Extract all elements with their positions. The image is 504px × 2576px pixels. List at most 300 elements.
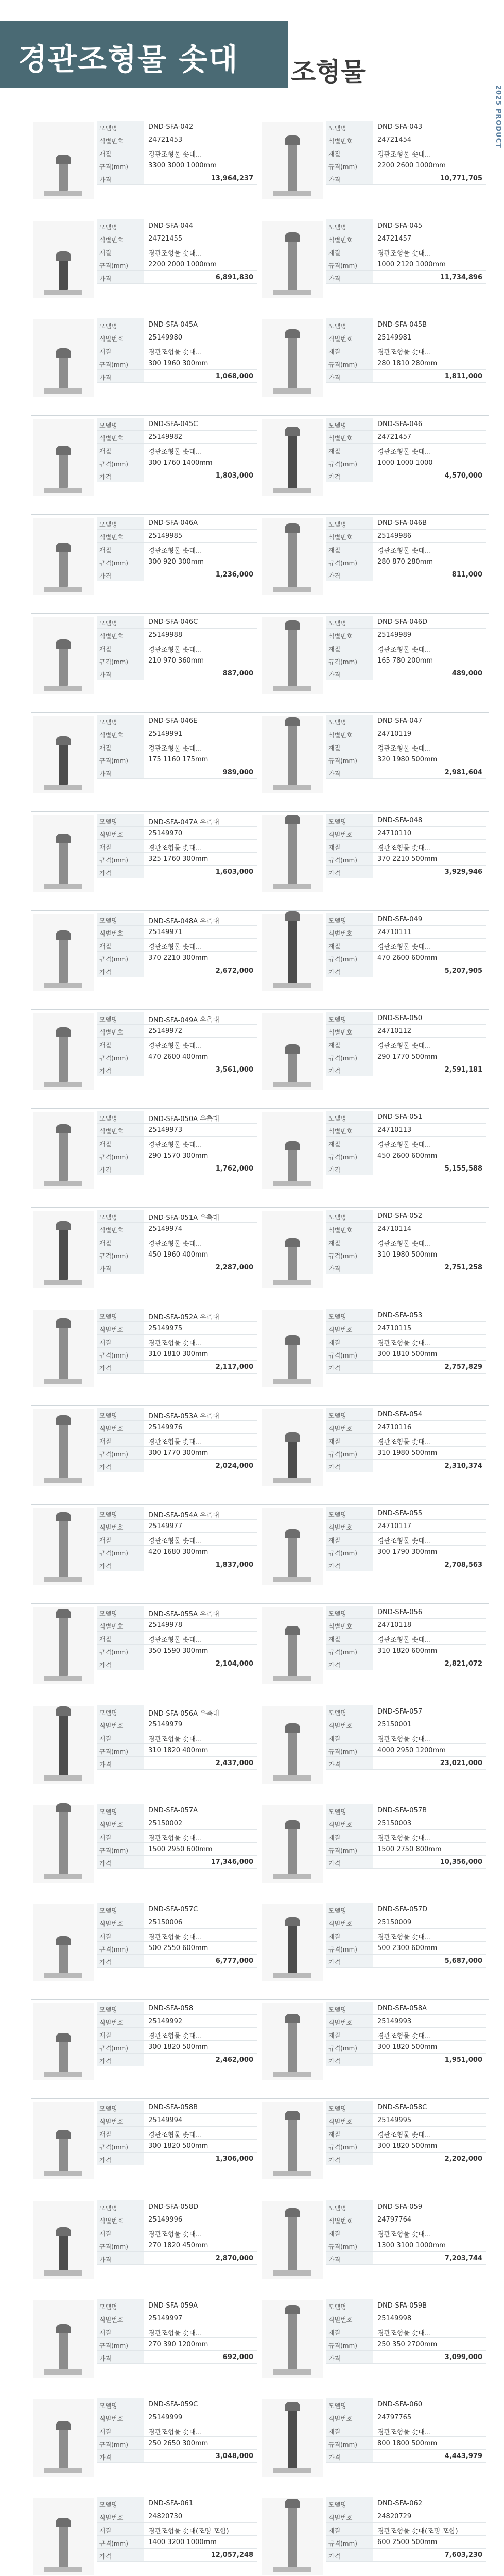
spec-value-model: DND-SFA-050A 우측대 — [148, 1115, 219, 1124]
spec-label-model: 모델명 — [97, 1210, 144, 1222]
spec-value-code: 25149981 — [377, 334, 412, 342]
spec-label-code: 식별번호 — [97, 2312, 144, 2325]
spec-label-code: 식별번호 — [326, 1124, 373, 1136]
spec-value-code: 25149994 — [148, 2116, 183, 2125]
product-item — [31, 416, 260, 515]
spec-value-size: 1500 2950 600mm — [148, 1845, 213, 1853]
product-item — [260, 2198, 489, 2297]
spec-label-code: 식별번호 — [326, 1916, 373, 1928]
spec-value-price: 5,155,588 — [444, 1165, 482, 1173]
spec-value-size: 290 1570 300mm — [148, 1152, 208, 1160]
spec-value-material: 경관조형물 솟대... — [377, 1240, 431, 1248]
spec-value-model: DND-SFA-062 — [377, 2500, 423, 2508]
spec-label-material: 재질 — [97, 2028, 144, 2040]
spec-label-code: 식별번호 — [326, 2312, 373, 2325]
spec-label-size: 규격(mm) — [326, 456, 373, 469]
spec-label-price: 가격 — [326, 2153, 373, 2165]
spec-value-model: DND-SFA-056 — [377, 1608, 423, 1617]
spec-value-size: 800 1800 500mm — [377, 2439, 438, 2448]
spec-label-model: 모델명 — [326, 219, 373, 232]
spec-label-size: 규격(mm) — [97, 753, 144, 766]
spec-label-material: 재질 — [97, 2127, 144, 2139]
product-photo — [33, 1904, 94, 1981]
spec-label-code: 식별번호 — [97, 2015, 144, 2027]
product-item — [260, 1505, 489, 1604]
spec-value-size: 350 1590 300mm — [148, 1647, 208, 1655]
spec-value-material: 경관조형물 솟대... — [377, 646, 431, 654]
spec-value-size: 280 870 280mm — [377, 557, 433, 566]
spec-label-model: 모델명 — [326, 121, 373, 133]
product-photo — [262, 419, 323, 496]
product-item — [31, 515, 260, 614]
spec-label-price: 가격 — [97, 1657, 144, 1670]
spec-label-material: 재질 — [326, 1533, 373, 1545]
spec-value-code: 24710117 — [377, 1522, 412, 1531]
product-photo — [262, 716, 323, 793]
spec-label-price: 가격 — [326, 1856, 373, 1868]
spec-label-material: 재질 — [326, 2226, 373, 2239]
spec-value-price: 887,000 — [222, 670, 253, 678]
spec-label-size: 규격(mm) — [97, 555, 144, 568]
spec-label-price: 가격 — [97, 271, 144, 283]
product-photo — [33, 1607, 94, 1684]
spec-value-model: DND-SFA-048 — [377, 816, 423, 824]
spec-value-price: 989,000 — [222, 769, 253, 777]
spec-value-code: 25149973 — [148, 1126, 183, 1134]
product-photo — [262, 122, 323, 199]
spec-value-size: 270 1820 450mm — [148, 2241, 208, 2249]
product-photo — [33, 419, 94, 496]
product-photo — [262, 1607, 323, 1684]
spec-value-size: 300 1790 300mm — [377, 1548, 438, 1556]
spec-label-size: 규격(mm) — [97, 1942, 144, 1954]
spec-value-material: 경관조형물 솟대... — [148, 745, 202, 753]
spec-value-price: 3,048,000 — [215, 2452, 253, 2461]
spec-label-material: 재질 — [97, 840, 144, 852]
spec-label-code: 식별번호 — [97, 2411, 144, 2424]
spec-label-price: 가격 — [97, 1558, 144, 1571]
spec-value-size: 370 2210 500mm — [377, 855, 438, 863]
product-item — [260, 1010, 489, 1109]
spec-value-model: DND-SFA-045C — [148, 420, 198, 428]
spec-label-price: 가격 — [97, 866, 144, 878]
spec-value-material: 경관조형물 솟대... — [148, 2131, 202, 2140]
spec-label-size: 규격(mm) — [97, 2041, 144, 2053]
spec-value-size: 1000 1000 1000 — [377, 459, 433, 467]
spec-value-size: 165 780 200mm — [377, 657, 433, 665]
product-item — [31, 118, 260, 217]
spec-label-material: 재질 — [326, 2127, 373, 2139]
spec-label-code: 식별번호 — [97, 1916, 144, 1928]
spec-value-price: 2,437,000 — [215, 1759, 253, 1767]
spec-label-code: 식별번호 — [326, 2015, 373, 2027]
spec-label-price: 가격 — [326, 1261, 373, 1274]
product-photo — [33, 1805, 94, 1883]
spec-value-code: 25149988 — [148, 631, 183, 639]
spec-value-size: 310 1980 500mm — [377, 1251, 438, 1259]
spec-label-model: 모델명 — [97, 1012, 144, 1024]
spec-value-model: DND-SFA-048A 우측대 — [148, 917, 219, 925]
spec-label-price: 가격 — [326, 766, 373, 778]
product-item — [31, 1109, 260, 1208]
spec-value-model: DND-SFA-054A 우측대 — [148, 1512, 219, 1520]
spec-value-price: 12,057,248 — [211, 2551, 253, 2560]
spec-label-model: 모델명 — [97, 1507, 144, 1519]
spec-value-material: 경관조형물 솟대... — [148, 1537, 202, 1546]
spec-value-code: 25150001 — [377, 1720, 412, 1728]
spec-value-price: 2,981,604 — [444, 769, 482, 777]
product-photo — [262, 1706, 323, 1784]
spec-label-size: 규격(mm) — [326, 159, 373, 172]
spec-label-code: 식별번호 — [97, 629, 144, 641]
spec-value-material: 경관조형물 솟대... — [377, 1934, 431, 1941]
spec-label-size: 규격(mm) — [97, 258, 144, 270]
spec-value-material: 경관조형물 솟대... — [148, 646, 202, 654]
spec-label-material: 재질 — [97, 1137, 144, 1149]
product-item — [31, 812, 260, 911]
spec-value-material: 경관조형물 솟대... — [148, 250, 202, 258]
spec-value-price: 4,570,000 — [444, 471, 482, 480]
spec-value-material: 경관조형물 솟대... — [148, 349, 202, 357]
spec-label-material: 재질 — [326, 1830, 373, 1842]
spec-value-model: DND-SFA-047 — [377, 717, 423, 725]
spec-value-price: 1,803,000 — [215, 471, 253, 480]
spec-label-price: 가격 — [97, 469, 144, 482]
spec-label-model: 모델명 — [97, 1903, 144, 1916]
spec-value-size: 300 1820 500mm — [377, 2142, 438, 2150]
spec-value-price: 811,000 — [451, 570, 482, 579]
spec-value-material: 경관조형물 솟대... — [148, 1240, 202, 1248]
product-item — [260, 2297, 489, 2396]
spec-label-size: 규격(mm) — [326, 2338, 373, 2350]
spec-value-model: DND-SFA-052A 우측대 — [148, 1313, 219, 1321]
product-photo — [262, 914, 323, 991]
spec-label-price: 가격 — [97, 1361, 144, 1373]
spec-value-model: DND-SFA-046E — [148, 717, 198, 725]
product-item — [260, 1703, 489, 1802]
product-photo — [33, 2201, 94, 2279]
spec-label-code: 식별번호 — [326, 1322, 373, 1334]
product-item — [260, 614, 489, 713]
spec-label-price: 가격 — [326, 667, 373, 680]
product-item — [260, 1109, 489, 1208]
spec-label-material: 재질 — [97, 1235, 144, 1248]
spec-value-material: 경관조형물 솟대... — [148, 448, 202, 456]
spec-value-model: DND-SFA-047A 우측대 — [148, 818, 219, 826]
spec-label-code: 식별번호 — [97, 1619, 144, 1631]
spec-value-code: 24710114 — [377, 1225, 412, 1233]
spec-label-price: 가격 — [97, 2450, 144, 2462]
spec-label-material: 재질 — [97, 1929, 144, 1941]
product-photo — [262, 1904, 323, 1981]
spec-label-code: 식별번호 — [326, 1421, 373, 1433]
spec-label-size: 규격(mm) — [97, 2536, 144, 2548]
spec-label-price: 가격 — [326, 2351, 373, 2363]
spec-label-code: 식별번호 — [326, 629, 373, 641]
spec-value-material: 경관조형물 솟대... — [148, 1438, 202, 1446]
spec-value-size: 310 1980 500mm — [377, 1449, 438, 1457]
spec-value-price: 2,462,000 — [215, 2056, 253, 2064]
product-item — [31, 1010, 260, 1109]
product-photo — [33, 518, 94, 595]
spec-value-price: 3,929,946 — [444, 868, 482, 876]
spec-label-model: 모델명 — [97, 2398, 144, 2411]
spec-value-size: 2200 2600 1000mm — [377, 162, 446, 170]
spec-label-size: 규격(mm) — [97, 456, 144, 469]
spec-value-model: DND-SFA-055 — [377, 1510, 423, 1518]
product-photo — [33, 1508, 94, 1585]
spec-label-material: 재질 — [97, 2325, 144, 2337]
spec-label-price: 가격 — [97, 1757, 144, 1769]
spec-label-price: 가격 — [326, 2252, 373, 2264]
spec-value-model: DND-SFA-046B — [377, 519, 427, 527]
spec-value-material: 경관조형물 솟대... — [377, 349, 431, 357]
spec-value-price: 692,000 — [222, 2353, 253, 2361]
spec-value-material: 경관조형물 솟대... — [377, 1735, 431, 1743]
spec-label-model: 모델명 — [326, 2200, 373, 2213]
spec-value-code: 25149992 — [148, 2018, 183, 2026]
spec-value-code: 24710112 — [377, 1027, 412, 1035]
spec-label-model: 모델명 — [97, 2200, 144, 2213]
spec-value-model: DND-SFA-056A 우측대 — [148, 1709, 219, 1718]
spec-label-material: 재질 — [326, 2325, 373, 2337]
product-item — [260, 416, 489, 515]
spec-value-code: 25150009 — [377, 1919, 412, 1926]
spec-value-price: 2,751,258 — [444, 1264, 482, 1272]
spec-value-size: 300 1820 500mm — [148, 2043, 208, 2052]
spec-value-code: 24797764 — [377, 2215, 412, 2224]
spec-label-material: 재질 — [97, 344, 144, 357]
spec-label-material: 재질 — [97, 1731, 144, 1743]
spec-label-model: 모델명 — [97, 1408, 144, 1420]
product-catalog — [31, 118, 489, 2576]
spec-label-code: 식별번호 — [97, 1124, 144, 1136]
product-photo — [262, 518, 323, 595]
product-item — [31, 217, 260, 316]
spec-value-model: DND-SFA-049 — [377, 915, 423, 923]
spec-label-material: 재질 — [326, 1731, 373, 1743]
spec-label-code: 식별번호 — [326, 727, 373, 740]
spec-label-model: 모델명 — [97, 219, 144, 232]
spec-label-code: 식별번호 — [97, 2114, 144, 2126]
spec-value-size: 300 1760 1400mm — [148, 459, 213, 467]
product-item — [31, 2198, 260, 2297]
spec-value-model: DND-SFA-057 — [377, 1707, 423, 1716]
spec-label-model: 모델명 — [326, 1111, 373, 1123]
product-item — [260, 2396, 489, 2495]
spec-label-price: 가격 — [97, 2054, 144, 2066]
spec-value-size: 3300 3000 1000mm — [148, 162, 217, 170]
product-item — [31, 1703, 260, 1802]
spec-value-size: 250 350 2700mm — [377, 2340, 438, 2348]
spec-label-model: 모델명 — [326, 715, 373, 727]
spec-label-price: 가격 — [97, 1261, 144, 1274]
spec-value-material: 경관조형물 솟대... — [377, 2131, 431, 2140]
spec-label-model: 모델명 — [326, 1804, 373, 1817]
spec-value-material: 경관조형물 솟대... — [148, 844, 202, 852]
spec-label-material: 재질 — [97, 2424, 144, 2436]
product-photo — [33, 2102, 94, 2179]
spec-label-size: 규격(mm) — [97, 1744, 144, 1756]
spec-label-material: 재질 — [326, 1038, 373, 1050]
spec-label-size: 규격(mm) — [97, 1050, 144, 1063]
spec-label-material: 재질 — [326, 1137, 373, 1149]
spec-value-price: 7,203,744 — [444, 2254, 482, 2262]
spec-value-code: 25149999 — [148, 2414, 183, 2422]
spec-label-model: 모델명 — [326, 1210, 373, 1222]
product-item — [260, 118, 489, 217]
spec-value-material: 경관조형물 솟대... — [377, 2230, 431, 2239]
product-photo — [33, 122, 94, 199]
spec-value-price: 2,117,000 — [215, 1363, 253, 1371]
spec-label-code: 식별번호 — [97, 331, 144, 344]
spec-label-size: 규격(mm) — [326, 2437, 373, 2449]
spec-value-code: 24797765 — [377, 2414, 412, 2422]
spec-value-code: 25149989 — [377, 631, 412, 639]
spec-label-material: 재질 — [97, 1830, 144, 1842]
spec-label-size: 규격(mm) — [97, 159, 144, 172]
spec-label-price: 가격 — [326, 1460, 373, 1472]
spec-label-size: 규격(mm) — [97, 2338, 144, 2350]
spec-value-price: 2,024,000 — [215, 1462, 253, 1470]
spec-label-model: 모델명 — [326, 1705, 373, 1718]
product-item — [31, 1802, 260, 1901]
spec-label-price: 가격 — [97, 1955, 144, 1967]
spec-label-model: 모델명 — [97, 913, 144, 925]
spec-label-size: 규격(mm) — [326, 1645, 373, 1657]
product-item — [260, 1604, 489, 1703]
spec-value-model: DND-SFA-057D — [377, 1906, 428, 1913]
spec-value-code: 25149980 — [148, 334, 183, 342]
spec-label-size: 규격(mm) — [326, 853, 373, 865]
spec-label-size: 규격(mm) — [326, 2536, 373, 2548]
spec-value-model: DND-SFA-045A — [148, 321, 198, 329]
product-item — [31, 2099, 260, 2198]
spec-value-price: 1,603,000 — [215, 868, 253, 876]
spec-value-price: 10,771,705 — [440, 175, 482, 182]
spec-value-model: DND-SFA-046A — [148, 519, 198, 527]
spec-label-code: 식별번호 — [97, 827, 144, 839]
product-photo — [262, 2201, 323, 2279]
spec-label-model: 모델명 — [97, 2299, 144, 2312]
product-photo — [33, 914, 94, 991]
spec-label-size: 규격(mm) — [326, 2239, 373, 2251]
spec-label-model: 모델명 — [326, 913, 373, 925]
spec-label-model: 모델명 — [326, 2101, 373, 2113]
spec-value-price: 1,306,000 — [215, 2155, 253, 2163]
spec-label-price: 가격 — [97, 2549, 144, 2561]
product-photo — [33, 221, 94, 298]
spec-value-size: 300 1770 300mm — [148, 1449, 208, 1457]
spec-label-material: 재질 — [326, 344, 373, 357]
spec-value-model: DND-SFA-058C — [377, 2104, 427, 2112]
spec-value-material: 경관조형물 솟대... — [148, 1339, 202, 1347]
product-photo — [33, 2003, 94, 2080]
spec-label-code: 식별번호 — [97, 2213, 144, 2226]
spec-label-material: 재질 — [326, 245, 373, 258]
spec-value-price: 1,837,000 — [215, 1561, 253, 1569]
spec-value-material: 경관조형물 솟대... — [148, 1042, 202, 1050]
spec-value-model: DND-SFA-044 — [148, 222, 194, 230]
spec-value-size: 300 920 300mm — [148, 557, 204, 566]
spec-label-code: 식별번호 — [326, 926, 373, 938]
spec-value-code: 24710113 — [377, 1126, 412, 1134]
spec-value-code: 25149991 — [148, 730, 183, 738]
spec-value-material: 경관조형물 솟대... — [148, 2329, 202, 2337]
product-photo — [33, 1310, 94, 1387]
spec-value-code: 25149979 — [148, 1720, 183, 1728]
spec-label-model: 모델명 — [326, 1408, 373, 1420]
spec-value-price: 6,891,830 — [215, 274, 253, 282]
spec-label-size: 규격(mm) — [97, 654, 144, 667]
spec-value-code: 25149975 — [148, 1324, 183, 1332]
product-photo — [33, 1211, 94, 1288]
spec-value-material: 경관조형물 솟대... — [377, 2032, 431, 2041]
spec-label-code: 식별번호 — [97, 1421, 144, 1433]
title-bar — [0, 21, 288, 88]
spec-label-code: 식별번호 — [326, 530, 373, 542]
spec-label-material: 재질 — [326, 1632, 373, 1644]
spec-value-model: DND-SFA-045B — [377, 321, 427, 329]
spec-label-code: 식별번호 — [326, 431, 373, 443]
spec-label-material: 재질 — [97, 939, 144, 951]
spec-value-model: DND-SFA-061 — [148, 2500, 194, 2508]
spec-value-model: DND-SFA-053A 우측대 — [148, 1412, 219, 1420]
spec-value-code: 25149993 — [377, 2018, 412, 2026]
spec-label-material: 재질 — [326, 2424, 373, 2436]
spec-value-size: 500 2550 600mm — [148, 1944, 208, 1952]
spec-label-price: 가격 — [326, 1757, 373, 1769]
spec-label-code: 식별번호 — [97, 1322, 144, 1334]
spec-value-price: 489,000 — [451, 670, 482, 678]
spec-value-price: 2,708,563 — [444, 1561, 482, 1569]
spec-label-size: 규격(mm) — [326, 1744, 373, 1756]
spec-label-material: 재질 — [326, 1235, 373, 1248]
spec-value-price: 1,811,000 — [444, 372, 482, 381]
spec-label-material: 재질 — [97, 146, 144, 159]
spec-value-material: 경관조형물 솟대... — [377, 448, 431, 456]
spec-label-price: 가격 — [97, 2351, 144, 2363]
spec-value-code: 25149971 — [148, 928, 183, 936]
spec-value-price: 23,021,000 — [440, 1759, 482, 1767]
spec-value-size: 370 2210 300mm — [148, 954, 208, 962]
product-photo — [33, 1013, 94, 1090]
spec-label-price: 가격 — [97, 1162, 144, 1175]
product-item — [31, 1307, 260, 1406]
spec-label-model: 모델명 — [326, 2497, 373, 2510]
spec-value-code: 25149972 — [148, 1027, 183, 1035]
spec-value-size: 600 2500 500mm — [377, 2538, 438, 2547]
spec-value-model: DND-SFA-045 — [377, 222, 423, 230]
spec-value-code: 24710111 — [377, 928, 412, 936]
spec-value-model: DND-SFA-051 — [377, 1113, 423, 1122]
spec-label-size: 규격(mm) — [326, 753, 373, 766]
spec-value-price: 2,287,000 — [215, 1264, 253, 1272]
spec-label-price: 가격 — [97, 568, 144, 581]
product-photo — [262, 1310, 323, 1387]
spec-value-code: 25149974 — [148, 1225, 183, 1233]
spec-label-price: 가격 — [326, 866, 373, 878]
spec-label-code: 식별번호 — [326, 1817, 373, 1829]
product-photo — [262, 1013, 323, 1090]
spec-label-price: 가격 — [326, 2054, 373, 2066]
spec-label-material: 재질 — [97, 2523, 144, 2535]
spec-value-size: 325 1760 300mm — [148, 855, 208, 863]
spec-label-code: 식별번호 — [326, 331, 373, 344]
spec-label-price: 가격 — [97, 370, 144, 382]
spec-label-size: 규격(mm) — [97, 1248, 144, 1261]
spec-label-material: 재질 — [97, 1434, 144, 1446]
